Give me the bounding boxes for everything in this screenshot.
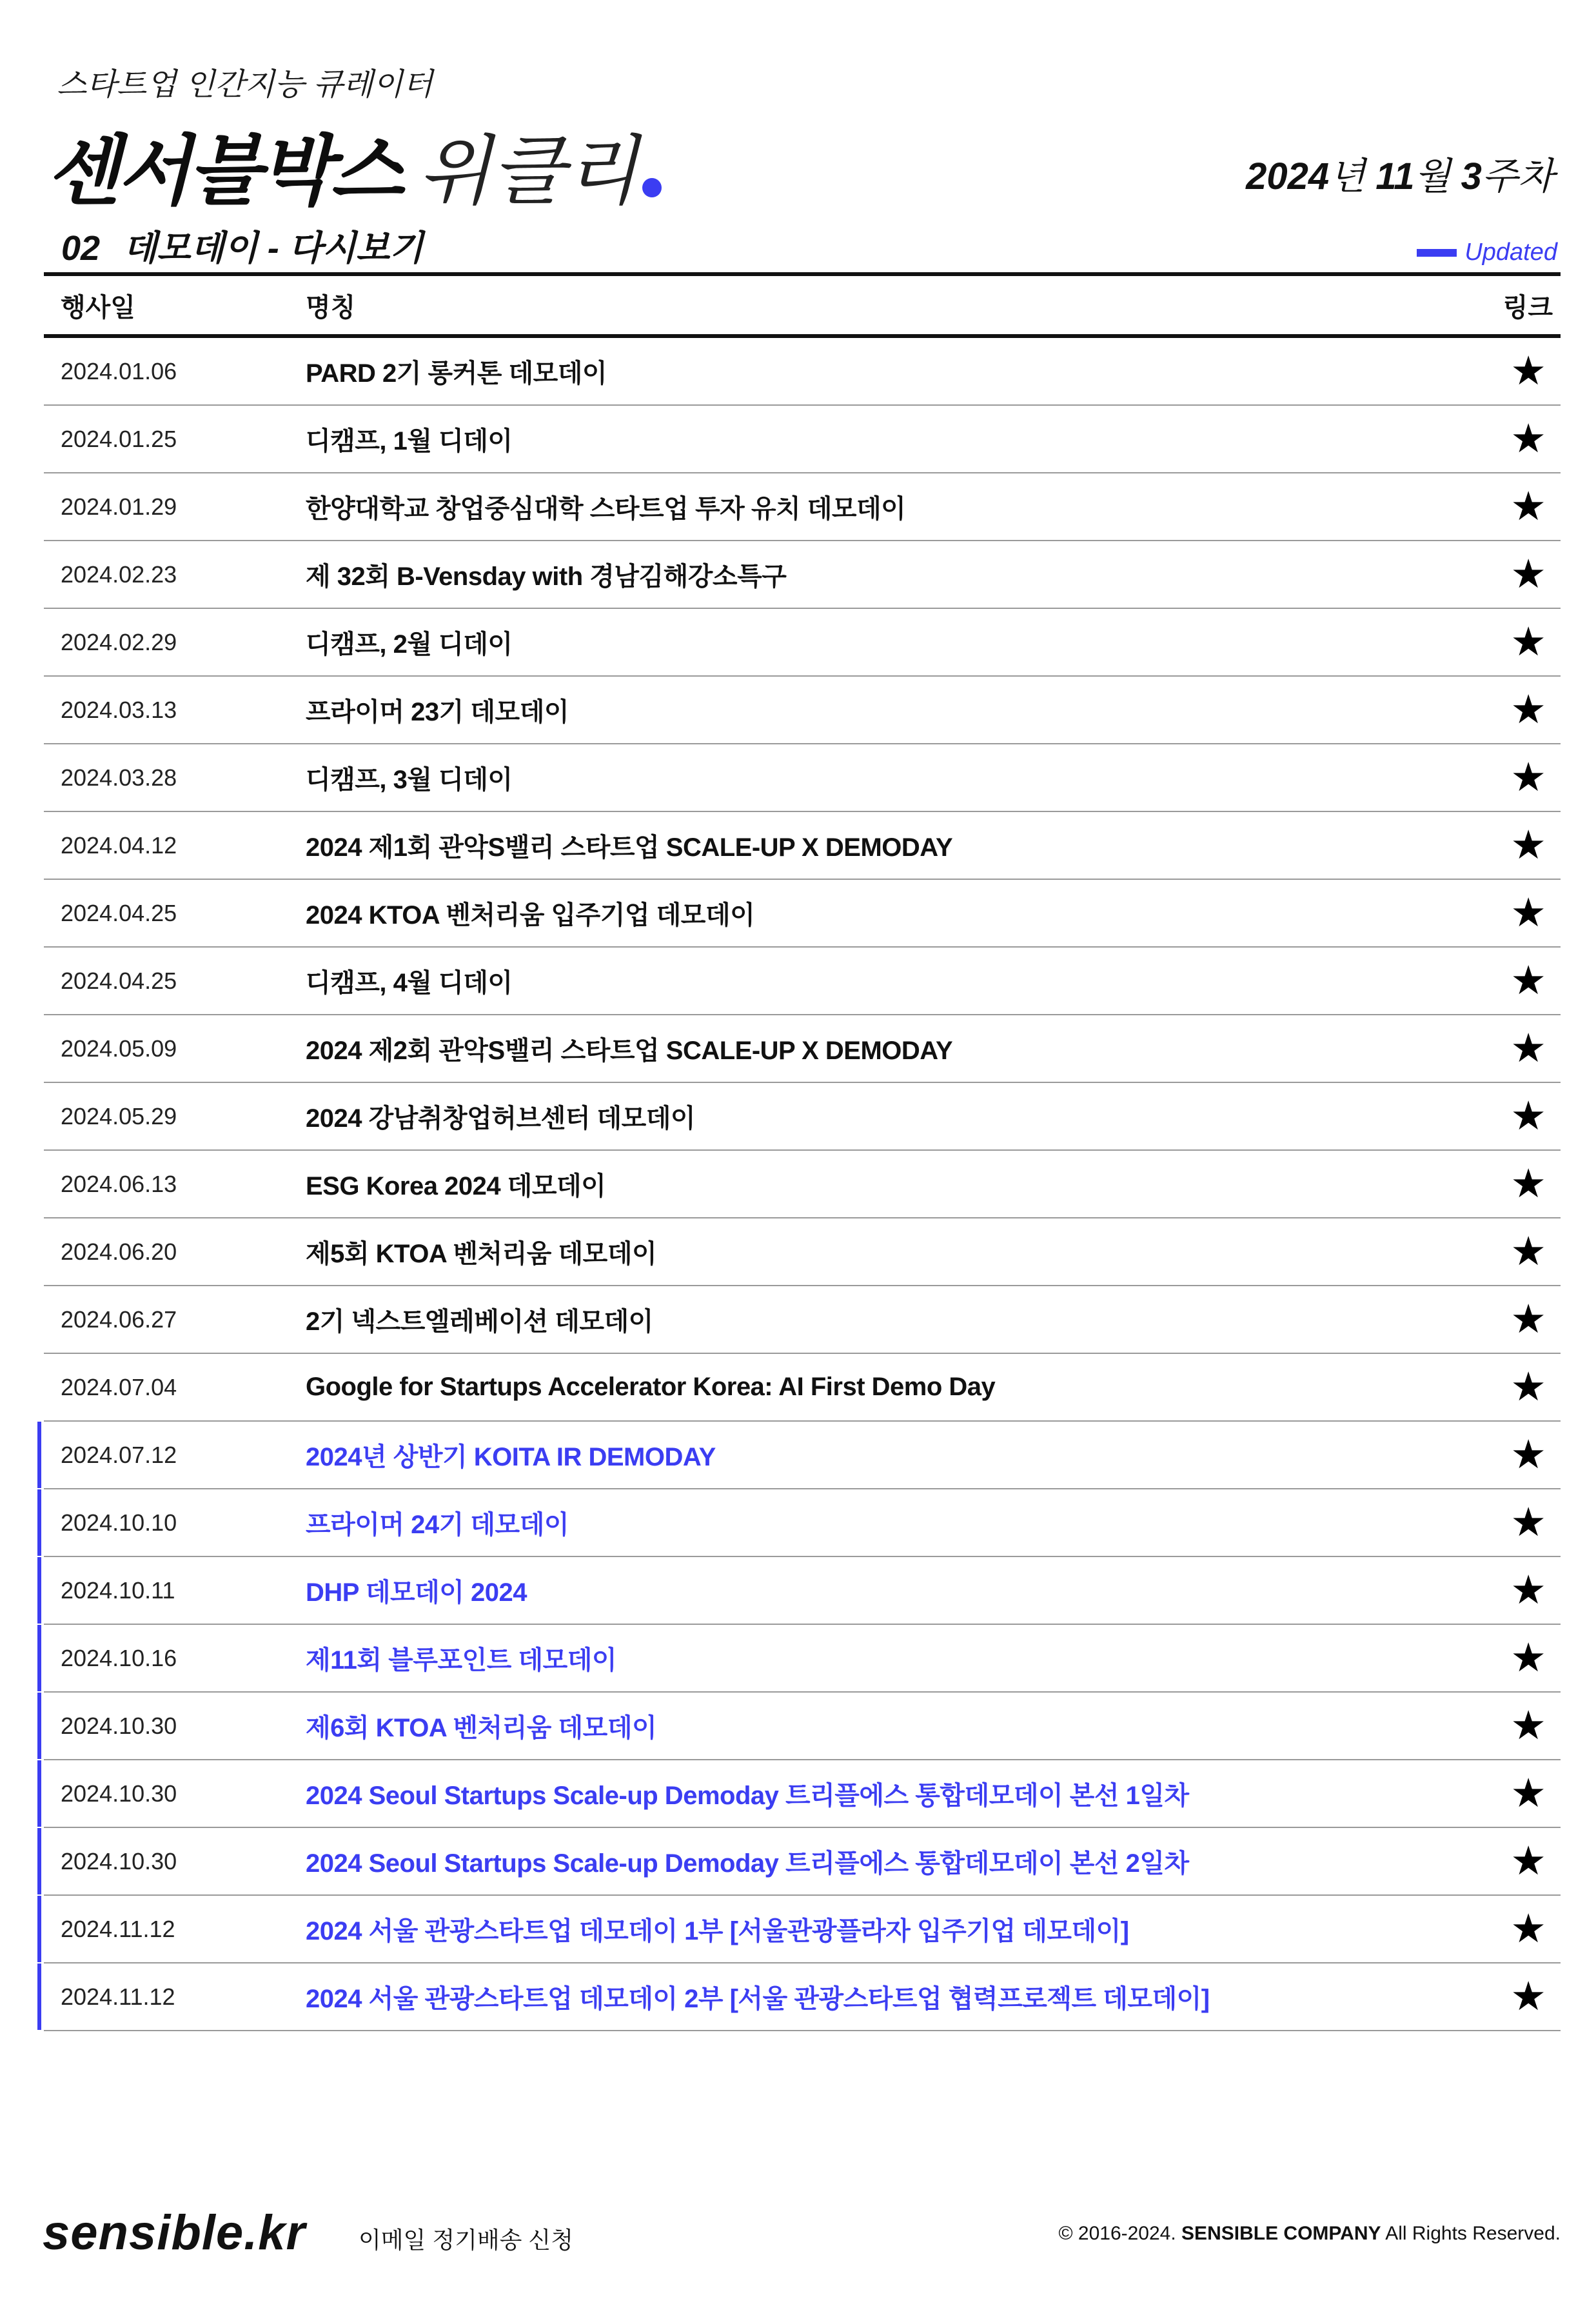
row-date: 2024.01.06 [61, 357, 177, 384]
row-event-name: 제11회 블루포인트 데모데이 [306, 1646, 617, 1675]
table-row [44, 744, 1561, 812]
table-row [44, 1760, 1561, 1828]
table-row [44, 1489, 1561, 1557]
row-date: 2024.10.30 [61, 1780, 177, 1807]
copyright [1058, 2223, 1561, 2245]
row-event-name: 2024 제1회 관악S밸리 스타트업 SCALE-UP X DEMODAY [306, 833, 953, 862]
copyright-rights: All Rights Reserved. [1385, 2223, 1561, 2244]
star-link-icon[interactable]: ★ [1510, 958, 1546, 1003]
star-link-icon[interactable]: ★ [1510, 1703, 1546, 1748]
row-event-name: 디캠프, 2월 디데이 [306, 630, 513, 659]
week-number-suffix: 주차 [1481, 155, 1554, 197]
brand-title [46, 110, 662, 219]
table-row [44, 1422, 1561, 1489]
copyright-prefix: © 2016-2024. [1058, 2223, 1176, 2244]
table-row [44, 880, 1561, 948]
header-subtitle: 스타트업 인간지능 큐레이터 [57, 68, 433, 102]
row-event-name: 2024 서울 관광스타트업 데모데이 1부 [서울관광플라자 입주기업 데모데이] [306, 1917, 1129, 1945]
row-event-name: 한양대학교 창업중심대학 스타트업 투자 유치 데모데이 [306, 495, 906, 523]
table-row [44, 1218, 1561, 1286]
table-row [44, 1151, 1561, 1218]
row-date: 2024.10.11 [61, 1576, 175, 1604]
table-row [44, 1896, 1561, 1963]
section-heading [61, 221, 423, 270]
row-date: 2024.10.10 [61, 1509, 177, 1536]
row-event-name: 2024 Seoul Startups Scale-up Demoday 트리플에스 통합데모데이 본선 2일차 [306, 1849, 1189, 1878]
row-date: 2024.01.29 [61, 493, 177, 520]
row-event-name: 제6회 KTOA 벤처리움 데모데이 [306, 1714, 657, 1742]
row-date: 2024.05.09 [61, 1035, 177, 1062]
footer-logo[interactable]: sensible.kr [43, 2205, 306, 2260]
table-row [44, 1625, 1561, 1693]
table-row [44, 1557, 1561, 1625]
legend-bar-icon [1417, 249, 1457, 257]
row-event-name: 2024 서울 관광스타트업 데모데이 2부 [서울 관광스타트업 협력프로젝트 데모데이] [306, 1985, 1210, 2013]
star-link-icon[interactable]: ★ [1510, 822, 1546, 868]
section-number: 02 [61, 229, 101, 268]
section-title: 데모데이 - 다시보기 [123, 229, 424, 268]
table-header [44, 272, 1561, 338]
table-row [44, 1693, 1561, 1760]
brand-subname: 위클리 [417, 129, 638, 214]
star-link-icon[interactable]: ★ [1510, 1093, 1546, 1138]
star-link-icon[interactable]: ★ [1510, 1906, 1546, 1951]
row-date: 2024.10.16 [61, 1644, 177, 1671]
row-date: 2024.03.13 [61, 696, 177, 723]
table-row [44, 948, 1561, 1015]
star-link-icon[interactable]: ★ [1510, 1567, 1546, 1613]
star-link-icon[interactable]: ★ [1510, 484, 1546, 529]
row-date: 2024.01.25 [61, 425, 177, 452]
table-row [44, 1083, 1561, 1151]
column-header-name: 명칭 [306, 293, 356, 322]
row-event-name: 2024년 상반기 KOITA IR DEMODAY [306, 1443, 716, 1471]
row-date: 2024.10.30 [61, 1712, 177, 1739]
row-event-name: 디캠프, 4월 디데이 [306, 969, 513, 997]
row-event-name: 제5회 KTOA 벤처리움 데모데이 [306, 1240, 657, 1268]
star-link-icon[interactable]: ★ [1510, 687, 1546, 732]
row-date: 2024.04.25 [61, 899, 177, 926]
star-link-icon[interactable]: ★ [1510, 755, 1546, 800]
star-link-icon[interactable]: ★ [1510, 1974, 1546, 2019]
column-header-date: 행사일 [61, 293, 135, 322]
star-link-icon[interactable]: ★ [1510, 1026, 1546, 1071]
table-row [44, 1828, 1561, 1896]
row-date: 2024.07.12 [61, 1441, 177, 1468]
row-event-name: 2기 넥스트엘레베이션 데모데이 [306, 1307, 653, 1336]
row-event-name: 제 32회 B-Vensday with 경남김해강소특구 [306, 562, 787, 591]
star-link-icon[interactable]: ★ [1510, 890, 1546, 935]
table-row [44, 677, 1561, 744]
week-year-suffix: 년 [1329, 155, 1366, 197]
updated-legend [1417, 239, 1557, 266]
row-event-name: PARD 2기 롱커톤 데모데이 [306, 359, 607, 388]
star-link-icon[interactable]: ★ [1510, 1297, 1546, 1342]
row-date: 2024.04.25 [61, 967, 177, 994]
week-number: 3 [1461, 155, 1482, 197]
week-month-suffix: 월 [1414, 155, 1451, 197]
row-date: 2024.11.12 [61, 1983, 175, 2010]
row-date: 2024.11.12 [61, 1915, 175, 1942]
star-link-icon[interactable]: ★ [1510, 1432, 1546, 1477]
table-row [44, 338, 1561, 406]
copyright-company: SENSIBLE COMPANY [1181, 2223, 1381, 2244]
star-link-icon[interactable]: ★ [1510, 1838, 1546, 1884]
table-row [44, 1963, 1561, 2031]
star-link-icon[interactable]: ★ [1510, 1635, 1546, 1680]
row-date: 2024.02.23 [61, 561, 177, 588]
table-row [44, 812, 1561, 880]
brand-dot-icon [642, 178, 662, 197]
row-event-name: ESG Korea 2024 데모데이 [306, 1172, 606, 1200]
table-body [44, 338, 1561, 2031]
demoday-table [44, 272, 1561, 2031]
column-header-link: 링크 [1502, 293, 1553, 322]
week-month: 11 [1375, 155, 1415, 197]
row-date: 2024.06.20 [61, 1238, 177, 1265]
issue-week [1246, 146, 1554, 200]
row-event-name: 프라이머 24기 데모데이 [306, 1511, 569, 1539]
table-row [44, 1286, 1561, 1354]
star-link-icon[interactable]: ★ [1510, 1161, 1546, 1206]
star-link-icon[interactable]: ★ [1510, 1771, 1546, 1816]
row-event-name: Google for Startups Accelerator Korea: AI First Demo Day [306, 1373, 996, 1401]
table-row [44, 541, 1561, 609]
star-link-icon[interactable]: ★ [1510, 1229, 1546, 1274]
row-date: 2024.03.28 [61, 764, 177, 791]
table-row [44, 609, 1561, 677]
row-date: 2024.05.29 [61, 1102, 177, 1129]
row-event-name: 2024 KTOA 벤처리움 입주기업 데모데이 [306, 901, 755, 929]
row-event-name: 2024 강남취창업허브센터 데모데이 [306, 1104, 696, 1133]
star-link-icon[interactable]: ★ [1510, 552, 1546, 597]
row-date: 2024.04.12 [61, 831, 177, 859]
star-link-icon[interactable]: ★ [1510, 416, 1546, 461]
table-row [44, 473, 1561, 541]
row-event-name: 프라이머 23기 데모데이 [306, 698, 569, 726]
legend-label: Updated [1464, 239, 1557, 266]
star-link-icon[interactable]: ★ [1510, 348, 1546, 393]
star-link-icon[interactable]: ★ [1510, 1364, 1546, 1409]
row-event-name: 2024 Seoul Startups Scale-up Demoday 트리플에스 통합데모데이 본선 1일차 [306, 1782, 1189, 1810]
star-link-icon[interactable]: ★ [1510, 619, 1546, 664]
table-row [44, 1354, 1561, 1422]
row-date: 2024.06.27 [61, 1306, 177, 1333]
brand-name: 센서블박스 [46, 129, 401, 214]
row-event-name: 2024 제2회 관악S밸리 스타트업 SCALE-UP X DEMODAY [306, 1037, 953, 1065]
week-year: 2024 [1246, 155, 1330, 197]
row-event-name: 디캠프, 3월 디데이 [306, 766, 513, 794]
row-date: 2024.10.30 [61, 1847, 177, 1874]
row-date: 2024.06.13 [61, 1170, 177, 1197]
row-date: 2024.02.29 [61, 628, 177, 655]
star-link-icon[interactable]: ★ [1510, 1500, 1546, 1545]
row-event-name: DHP 데모데이 2024 [306, 1578, 527, 1607]
row-event-name: 디캠프, 1월 디데이 [306, 427, 513, 455]
row-date: 2024.07.04 [61, 1373, 177, 1400]
table-row [44, 1015, 1561, 1083]
subscribe-link[interactable]: 이메일 정기배송 신청 [359, 2227, 573, 2253]
table-row [44, 406, 1561, 473]
